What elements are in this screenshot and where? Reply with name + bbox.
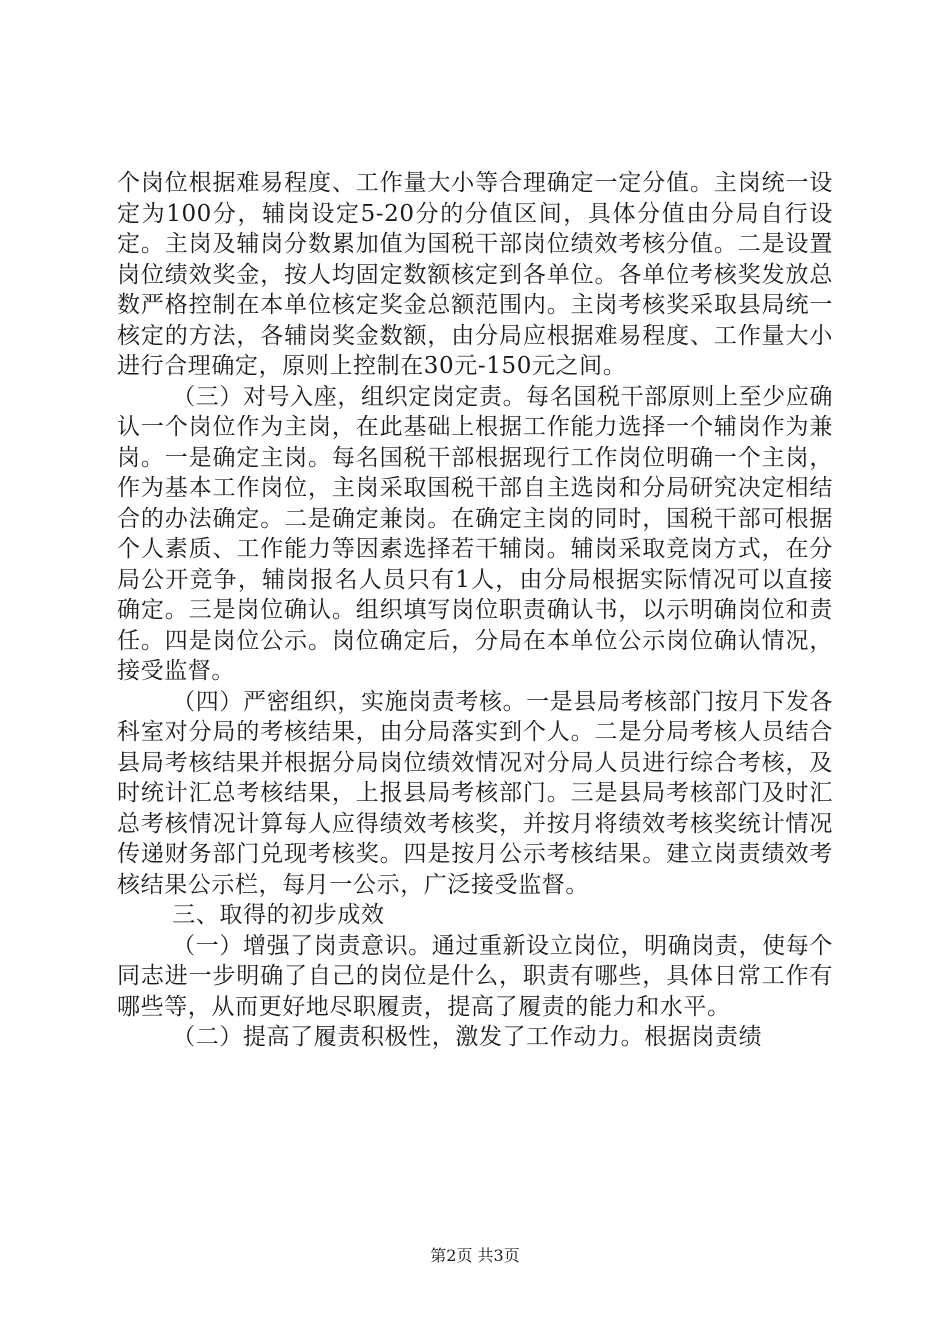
paragraph-continuation: 个岗位根据难易程度、工作量大小等合理确定一定分值。主岗统一设定为100分，辅岗设定5-20分的分值区间，具体分值由分局自行设定。主岗及辅岗分数累加值为国税干部岗位绩效考核分值。二是设置岗位绩效奖金，按人均固定数额核定到各单位。各单位考核奖发放总数严格控制在本单位核定奖金总额范围内。主岗考核奖采取县局统一核定的方法，各辅岗奖金数额，由分局应根据难易程度、工作量大小进行合理确定，原则上控制在30元-150元之间。 xyxy=(117,170,833,379)
document-body xyxy=(117,168,833,1053)
paragraph-section-four: （四）严密组织，实施岗责考核。一是县局考核部门按月下发各科室对分局的考核结果，由分局落实到个人。二是分局考核人员结合县局考核结果并根据分局岗位绩效情况对分局人员进行综合考核，及时统计汇总考核结果，上报县局考核部门。三是县局考核部门及时汇总考核情况计算每人应得绩效考核奖，并按月将绩效考核奖统计情况传递财务部门兑现考核奖。四是按月公示考核结果。建立岗责绩效考核结果公示栏，每月一公示，广泛接受监督。 xyxy=(117,688,833,898)
paragraph-result-one: （一）增强了岗责意识。通过重新设立岗位，明确岗责，使每个同志进一步明确了自己的岗位是什么，职责有哪些，具体日常工作有哪些等，从而更好地尽职履责，提高了履责的能力和水平。 xyxy=(117,932,833,1020)
paragraph-result-two: （二）提高了履责积极性，激发了工作动力。根据岗责绩 xyxy=(172,1024,763,1050)
section-heading: 三、取得的初步成效 xyxy=(172,902,385,928)
paragraph-section-three: （三）对号入座，组织定岗定责。每名国税干部原则上至少应确认一个岗位作为主岗，在此基础上根据工作能力选择一个辅岗作为兼岗。一是确定主岗。每名国税干部根据现行工作岗位明确一个主岗，作为基本工作岗位，主岗采取国税干部自主选岗和分局研究决定相结合的办法确定。二是确定兼岗。在确定主岗的同时，国税干部可根据个人素质、工作能力等因素选择若干辅岗。辅岗采取竞岗方式，在分局公开竞争，辅岗报名人员只有1人，由分局根据实际情况可以直接确定。三是岗位确认。组织填写岗位职责确认书，以示明确岗位和责任。四是岗位公示。岗位确定后，分局在本单位公示岗位确认情况，接受监督。 xyxy=(117,383,833,684)
page-number-footer: 第2页 共3页 xyxy=(430,1246,520,1265)
